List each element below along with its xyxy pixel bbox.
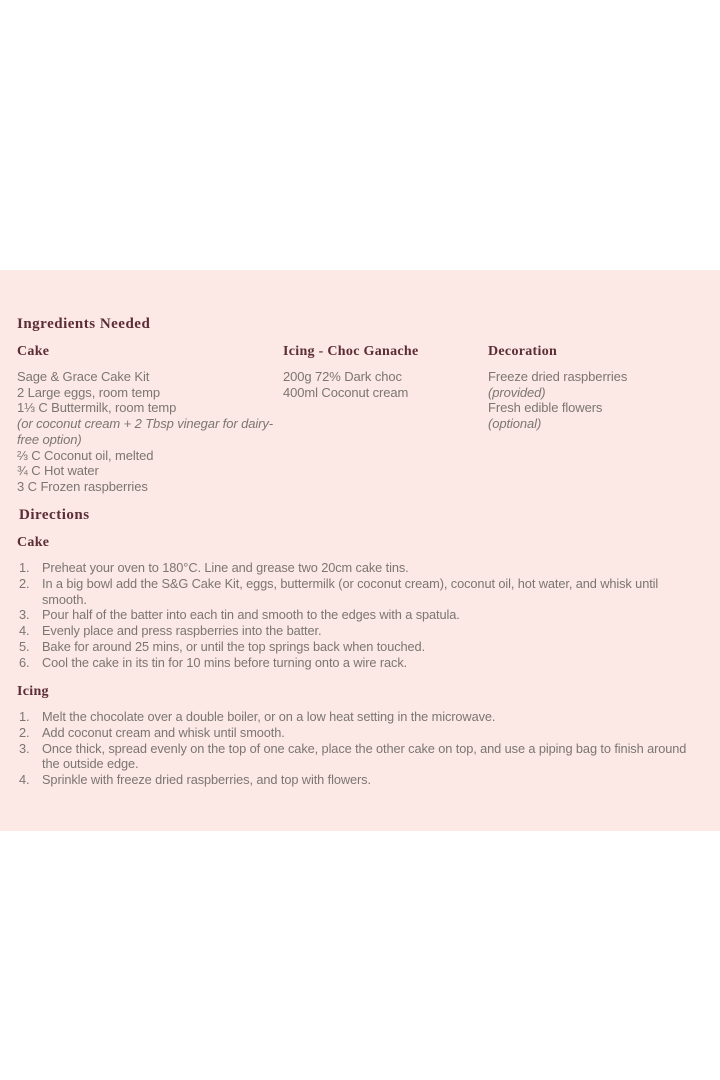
ingredients-column-icing — [283, 343, 481, 400]
step-item — [19, 560, 704, 576]
step-item — [19, 725, 704, 741]
step-text: Cool the cake in its tin for 10 mins before turning onto a wire rack. — [42, 654, 408, 670]
ingredient-line: Freeze dried raspberries — [488, 369, 628, 384]
ingredient-line-note: (optional) — [488, 416, 542, 432]
step-item — [19, 655, 704, 671]
cake-steps-list — [19, 560, 704, 671]
icing-ingredients-list — [283, 369, 481, 400]
directions-cake-heading: Cake — [17, 535, 50, 550]
ingredient-line-note: (provided) — [488, 384, 546, 400]
step-item — [19, 623, 704, 639]
step-item — [19, 639, 704, 655]
step-text: Add coconut cream and whisk until smooth. — [42, 724, 285, 740]
step-text: Preheat your oven to 180°C. Line and grease two 20cm cake tins. — [42, 560, 409, 575]
directions-icing-heading: Icing — [17, 684, 49, 699]
ingredients-column-cake — [17, 343, 279, 495]
ingredient-line: 2 Large eggs, room temp — [17, 384, 160, 400]
ingredient-line: 3 C Frozen raspberries — [17, 478, 148, 494]
ingredient-line: 200g 72% Dark choc — [283, 369, 402, 384]
ingredient-line: Fresh edible flowers — [488, 400, 603, 416]
cake-ingredients-list — [17, 369, 279, 495]
step-item — [19, 576, 704, 608]
step-text: Sprinkle with freeze dried raspberries, and top with flowers. — [42, 772, 371, 788]
ingredient-line: Sage & Grace Cake Kit — [17, 369, 150, 384]
ingredients-title: Ingredients Needed — [17, 316, 151, 332]
ingredient-line: ¾ C Hot water — [17, 463, 99, 479]
ingredient-line-note: (or coconut cream + 2 Tbsp vinegar for dairy-free option) — [17, 416, 273, 447]
step-text: Melt the chocolate over a double boiler, or on a low heat setting in the microwave. — [42, 709, 496, 724]
step-item — [19, 772, 704, 788]
recipe-panel — [0, 270, 720, 831]
directions-title: Directions — [19, 507, 90, 523]
step-item — [19, 607, 704, 623]
step-text: Pour half of the batter into each tin and smooth to the edges with a spatula. — [42, 607, 460, 623]
step-text: In a big bowl add the S&G Cake Kit, eggs, buttermilk (or coconut cream), coconut oil, hot water, and whisk until smooth. — [42, 575, 659, 607]
step-item — [19, 741, 704, 773]
step-text: Once thick, spread evenly on the top of one cake, place the other cake on top, and use a piping bag to finish around the outside edge. — [42, 740, 687, 772]
ingredient-line: ⅔ C Coconut oil, melted — [17, 447, 154, 463]
step-text: Evenly place and press raspberries into the batter. — [42, 623, 322, 639]
step-item — [19, 709, 704, 725]
ingredient-line: 400ml Coconut cream — [283, 384, 409, 400]
step-text: Bake for around 25 mins, or until the top springs back when touched. — [42, 638, 426, 654]
icing-ingredients-heading: Icing - Choc Ganache — [283, 344, 419, 359]
icing-steps-list — [19, 709, 704, 788]
cake-ingredients-heading: Cake — [17, 344, 50, 359]
decoration-heading: Decoration — [488, 344, 558, 359]
ingredients-column-decoration — [488, 343, 706, 432]
decoration-list — [488, 369, 706, 432]
ingredient-line: 1⅓ C Buttermilk, room temp — [17, 400, 177, 416]
